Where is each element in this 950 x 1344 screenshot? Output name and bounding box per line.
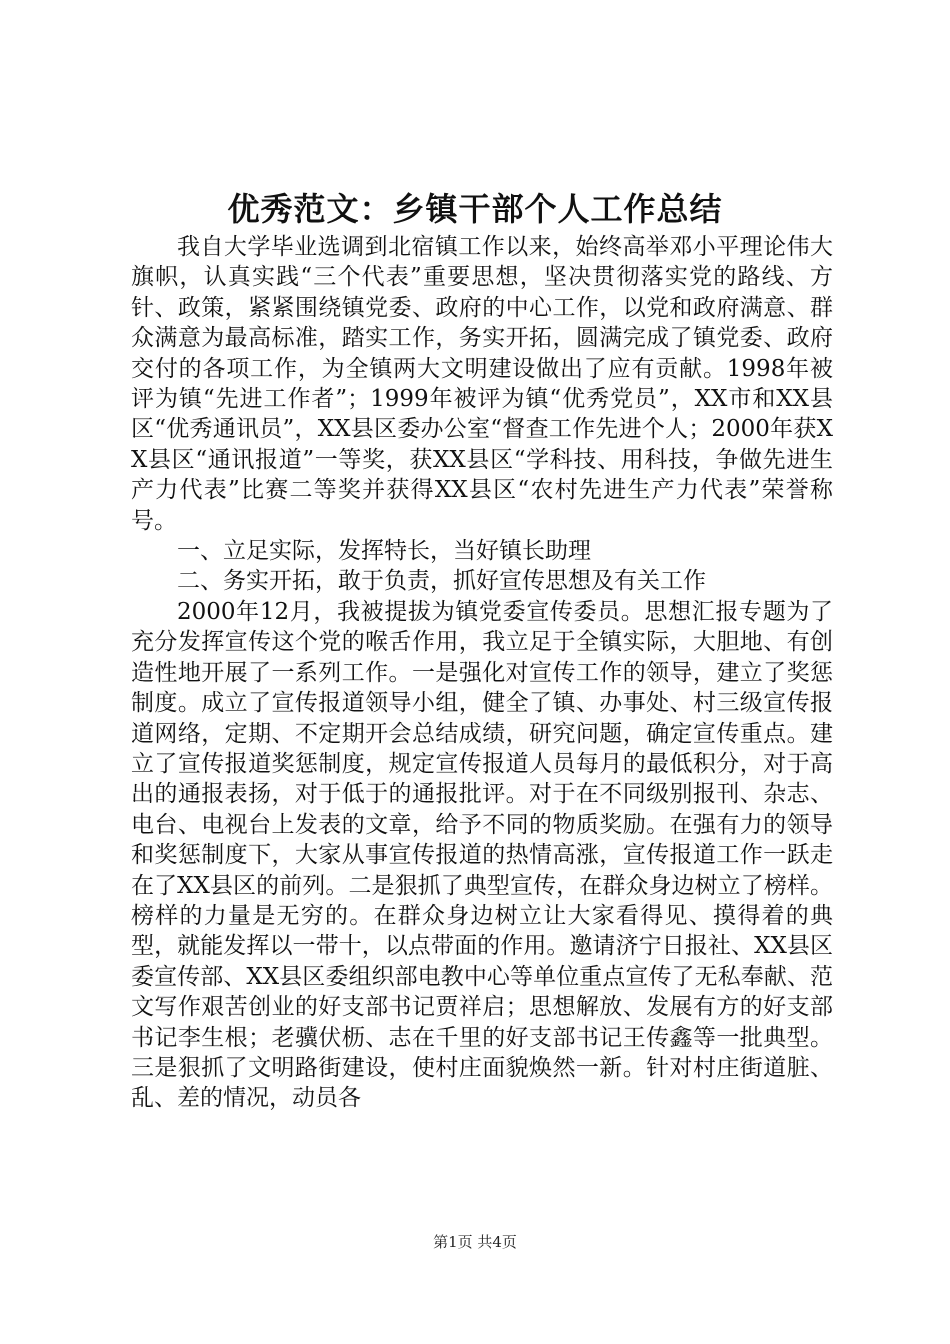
section-heading-1: 一、立足实际，发挥特长，当好镇长助理 [177,538,591,565]
paragraph-intro: 我自大学毕业选调到北宿镇工作以来，始终高举邓小平理论伟大旗帜，认真实践“三个代表”重要思想，坚决贯彻落实党的路线、方针、政策，紧紧围绕镇党委、政府的中心工作，以党和政府满意、群众满意为最高标准，踏实工作，务实开拓，圆满完成了镇党委、政府交付的各项工作，为全镇两大文明建设做出了应有贡献。1998年被评为镇“先进工作者”；1999年被评为镇“优秀党员”，XX市和XX县区“优秀通讯员”，XX县区委办公室“督查工作先进个人；2000年获XX县区“通讯报道”一等奖，获XX县区“学科技、用科技，争做先进生产力代表”比赛二等奖并获得XX县区“农村先进生产力代表”荣誉称号。 [131,234,834,534]
document-title: 优秀范文：乡镇干部个人工作总结 [227,190,723,228]
section-heading-2: 二、务实开拓，敢于负责，抓好宣传思想及有关工作 [177,568,706,595]
page-number-footer: 第1页 共4页 [433,1233,517,1251]
paragraph-propaganda-work: 2000年12月，我被提拔为镇党委宣传委员。思想汇报专题为了充分发挥宣传这个党的喉舌作用，我立足于全镇实际，大胆地、有创造性地开展了一系列工作。一是强化对宣传工作的领导，建立了奖惩制度。成立了宣传报道领导小组，健全了镇、办事处、村三级宣传报道网络，定期、不定期开会总结成绩，研究问题，确定宣传重点。建立了宣传报道奖惩制度，规定宣传报道人员每月的最低积分，对于高出的通报表扬，对于低于的通报批评。对于在不同级别报刊、杂志、电台、电视台上发表的文章，给予不同的物质奖励。在强有力的领导和奖惩制度下，大家从事宣传报道的热情高涨，宣传报道工作一跃走在了XX县区的前列。二是狠抓了典型宣传，在群众身边树立了榜样。榜样的力量是无穷的。在群众身边树立让大家看得见、摸得着的典型，就能发挥以一带十，以点带面的作用。邀请济宁日报社、XX县区委宣传部、XX县区委组织部电教中心等单位重点宣传了无私奉献、范文写作艰苦创业的好支部书记贾祥启；思想解放、发展有方的好支部书记李生根；老骥伏枥、志在千里的好支部书记王传鑫等一批典型。三是狠抓了文明路街建设，使村庄面貌焕然一新。针对村庄街道脏、乱、差的情况，动员各 [131,598,833,1112]
document-body [131,232,833,1114]
